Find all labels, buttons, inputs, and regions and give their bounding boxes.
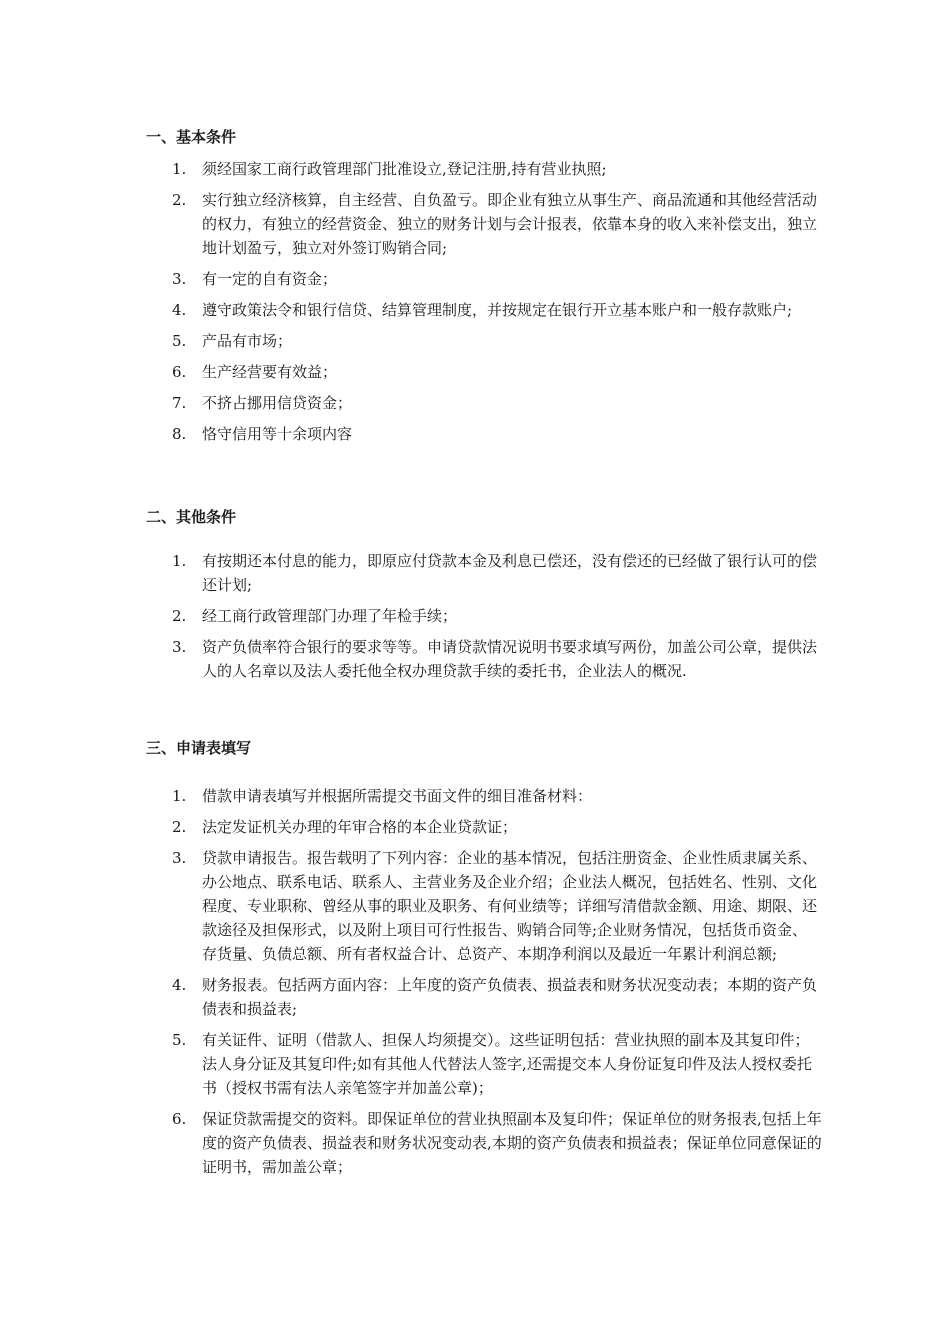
item-text: 恪守信用等十余项内容 bbox=[202, 425, 353, 443]
item-number: 3. bbox=[172, 849, 187, 867]
list-item bbox=[172, 391, 822, 415]
list-item bbox=[172, 1107, 822, 1179]
item-text: 产品有市场； bbox=[202, 332, 293, 350]
item-text: 实行独立经济核算，自主经营、自负盈亏。即企业有独立从事生产、商品流通和其他经营活动的权力，有独立的经营资金、独立的财务计划与会计报表，依靠本身的收入来补偿支出，独立地计划盈亏，独立对外签订购销合同; bbox=[202, 191, 818, 257]
list-item bbox=[172, 188, 822, 260]
item-text: 遵守政策法令和银行信贷、结算管理制度，并按规定在银行开立基本账户和一般存款账户; bbox=[202, 301, 793, 319]
item-number: 1. bbox=[172, 552, 187, 570]
item-number: 3. bbox=[172, 638, 187, 656]
item-number: 2. bbox=[172, 607, 187, 625]
item-text: 有关证件、证明（借款人、担保人均须提交）。这些证明包括：营业执照的副本及其复印件；法人身分证及其复印件;如有其他人代替法人签字,还需提交本人身份证复印件及法人授权委托书（授权书需有法人亲笔签字并加盖公章)； bbox=[202, 1031, 812, 1097]
list-item bbox=[172, 635, 822, 683]
list-item bbox=[172, 549, 822, 597]
application-form-list bbox=[172, 784, 822, 1186]
list-item bbox=[172, 604, 822, 628]
item-text: 经工商行政管理部门办理了年检手续； bbox=[202, 607, 458, 625]
item-number: 5. bbox=[172, 1031, 187, 1049]
list-item bbox=[172, 1028, 822, 1100]
list-item bbox=[172, 360, 822, 384]
list-item bbox=[172, 846, 822, 966]
item-text: 借款申请表填写并根据所需提交书面文件的细目准备材料： bbox=[202, 787, 593, 805]
item-number: 2. bbox=[172, 191, 187, 209]
list-item bbox=[172, 267, 822, 291]
basic-conditions-list bbox=[172, 157, 822, 453]
list-item bbox=[172, 815, 822, 839]
list-item bbox=[172, 973, 822, 1021]
item-number: 4. bbox=[172, 976, 187, 994]
item-text: 有按期还本付息的能力，即原应付贷款本金及利息已偿还，没有偿还的已经做了银行认可的偿还计划; bbox=[202, 552, 818, 594]
other-conditions-list bbox=[172, 549, 822, 690]
item-number: 6. bbox=[172, 363, 187, 381]
item-text: 保证贷款需提交的资料。即保证单位的营业执照副本及复印件；保证单位的财务报表,包括上年度的资产负债表、损益表和财务状况变动表,本期的资产负债表和损益表；保证单位同意保证的证明书，需加盖公章； bbox=[202, 1110, 822, 1176]
item-text: 须经国家工商行政管理部门批准设立,登记注册,持有营业执照; bbox=[202, 160, 607, 178]
item-number: 7. bbox=[172, 394, 187, 412]
list-item bbox=[172, 298, 822, 322]
list-item bbox=[172, 784, 822, 808]
item-text: 贷款申请报告。报告载明了下列内容：企业的基本情况，包括注册资金、企业性质隶属关系、办公地点、联系电话、联系人、主营业务及企业介绍；企业法人概况，包括姓名、性别、文化程度、专业职称、曾经从事的职业及职务、有何业绩等；详细写清借款金额、用途、期限、还款途径及担保形式，以及附上项目可行性报告、购销合同等;企业财务情况，包括货币资金、存货量、负债总额、所有者权益合计、总资产、本期净利润以及最近一年累计利润总额; bbox=[202, 849, 818, 963]
item-text: 不挤占挪用信贷资金； bbox=[202, 394, 353, 412]
item-number: 8. bbox=[172, 425, 187, 443]
item-number: 4. bbox=[172, 301, 187, 319]
item-text: 资产负债率符合银行的要求等等。申请贷款情况说明书要求填写两份，加盖公司公章，提供法人的人名章以及法人委托他全权办理贷款手续的委托书，企业法人的概况. bbox=[202, 638, 818, 680]
section-title-other-conditions: 二、其他条件 bbox=[146, 508, 237, 526]
item-text: 财务报表。包括两方面内容：上年度的资产负债表、损益表和财务状况变动表；本期的资产负债表和损益表; bbox=[202, 976, 818, 1018]
item-text: 有一定的自有资金； bbox=[202, 270, 338, 288]
list-item bbox=[172, 157, 822, 181]
list-item bbox=[172, 422, 822, 446]
section-title-basic-conditions: 一、基本条件 bbox=[146, 128, 237, 146]
list-item bbox=[172, 329, 822, 353]
item-number: 5. bbox=[172, 332, 187, 350]
item-number: 3. bbox=[172, 270, 187, 288]
item-text: 法定发证机关办理的年审合格的本企业贷款证； bbox=[202, 818, 518, 836]
item-number: 1. bbox=[172, 160, 187, 178]
item-number: 2. bbox=[172, 818, 187, 836]
item-text: 生产经营要有效益； bbox=[202, 363, 338, 381]
item-number: 1. bbox=[172, 787, 187, 805]
item-number: 6. bbox=[172, 1110, 187, 1128]
section-title-application-form: 三、申请表填写 bbox=[146, 739, 252, 757]
